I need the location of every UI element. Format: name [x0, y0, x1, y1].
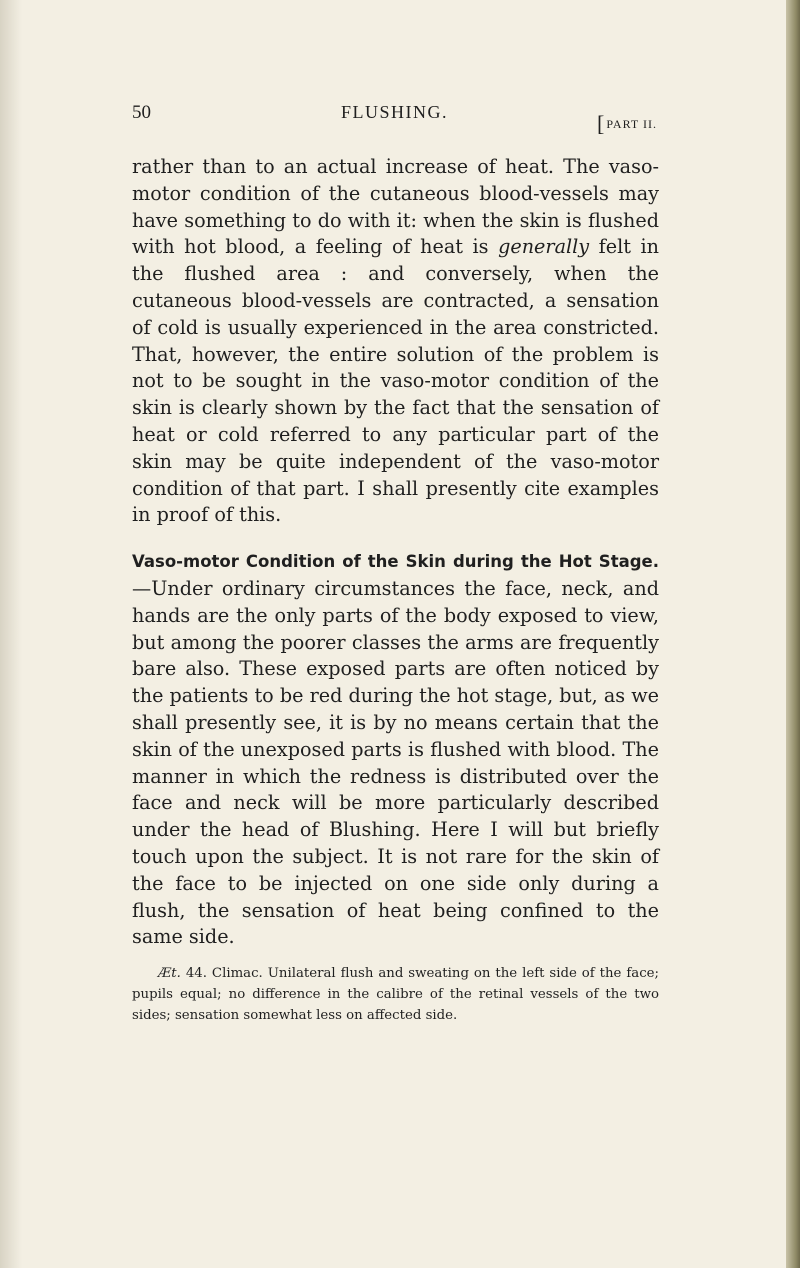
paragraph: [132, 154, 659, 529]
running-title: FLUSHING.: [340, 102, 448, 122]
case-note-text: 44. Climac. Unilateral flush and sweating on the left side of the face; pupils equal; no difference in the calibre of the retinal vessels of the two sides; sensation somewhat less on affected side.: [132, 966, 659, 1024]
paragraph-text: felt in the flushed area : and conversely, when the cutaneous blood-vessels are contracted, a sensation of cold is usually experienced in the area constricted. That, however, the entire solution of the problem is not to be sought in the vaso-motor condition of the skin is clearly shown by the fact that the sensation of heat or cold referred to any particular part of the skin may be quite independent of the vaso-motor condition of that part. I shall presently cite examples in proof of this.: [132, 235, 659, 527]
case-note: [132, 963, 659, 1026]
emphasis-text: generally: [498, 235, 590, 259]
book-edge-right: [786, 0, 800, 1268]
paragraph-text: —Under ordinary circumstances the face, neck, and hands are the only parts of the body exposed to view, but among the poorer classes the arms are frequently bare also. These exposed parts are often noticed by the patients to be red during the hot stage, but, as we shall presently see, it is by no means certain that the skin of the unexposed parts is flushed with blood. The manner in which the redness is distributed over the face and neck will be more particularly described under the head of Blushing. Here I will but briefly touch upon the subject. It is not rare for the skin of the face to be injected on one side only during a flush, the sensation of heat being confined to the same side.: [132, 576, 659, 949]
part-label-text: PART II.: [606, 117, 657, 131]
section-paragraph: [132, 548, 659, 951]
page-shadow-left: [0, 0, 22, 1268]
section-heading: Vaso-motor Condition of the Skin during the Hot Stage.: [132, 552, 659, 572]
part-label: [597, 108, 657, 134]
page-number: 50: [132, 102, 151, 123]
bracket-glyph: [: [597, 111, 606, 136]
case-note-label: Æt.: [158, 966, 181, 982]
page-header: [132, 102, 657, 136]
paragraph-text: rather than to an actual increase of heat. The vaso-motor condition of the cutaneous blood-vessels may have something to do with it: when the skin is flushed with hot blood, a feeling of heat is: [132, 155, 659, 259]
page-body: [132, 154, 659, 1026]
